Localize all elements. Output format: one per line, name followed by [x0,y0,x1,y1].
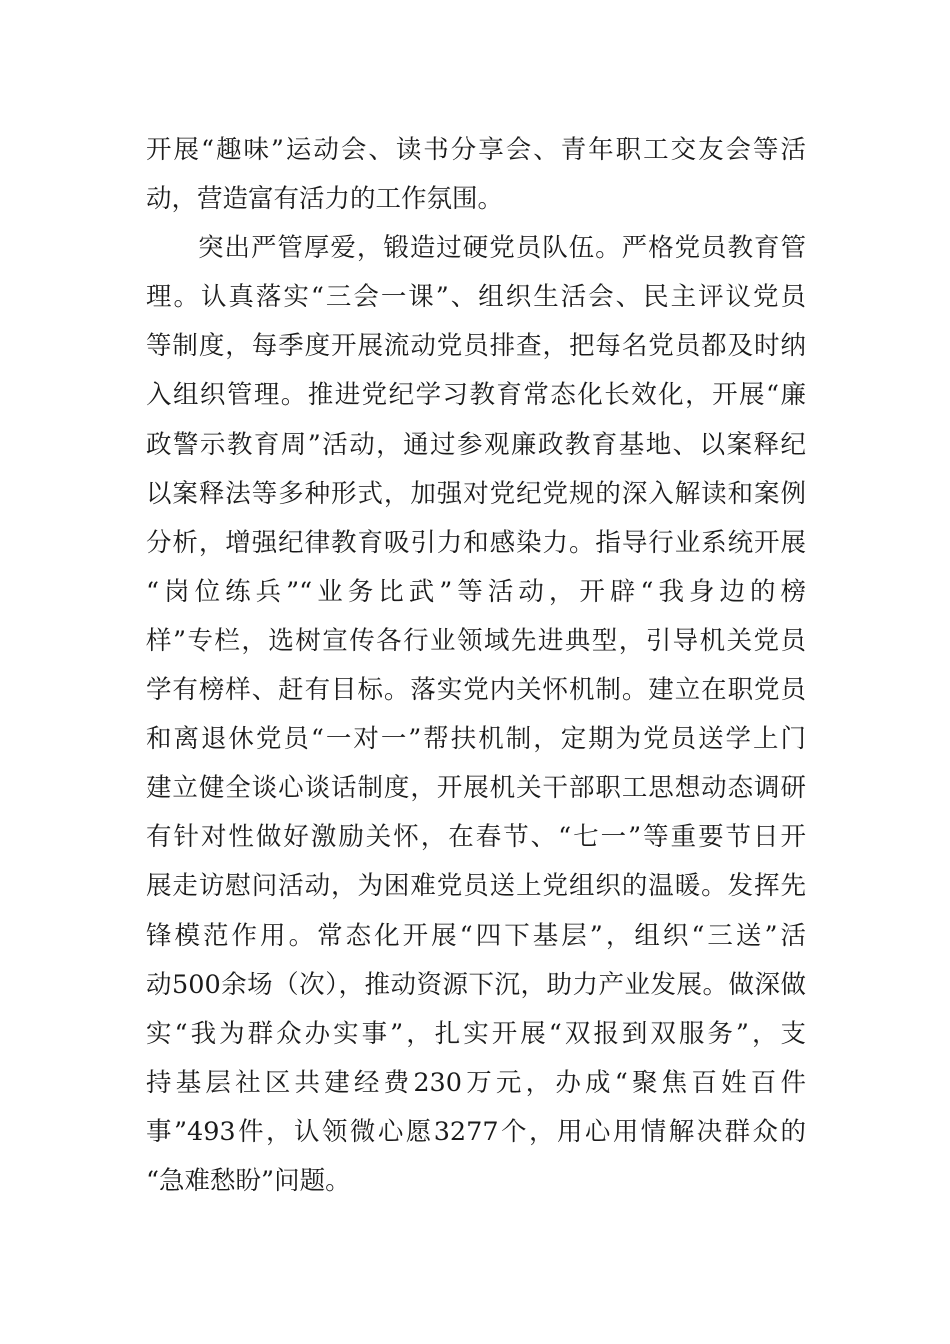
text-line: 和离退休党员“一对一”帮扶机制，定期为党员送学上门 [146,724,806,755]
text-line: 理。认真落实“三会一课”、组织生活会、民主评议党员 [146,282,806,313]
text-line: 动，营造富有活力的工作氛围。 [146,184,504,215]
text-line: 突出严管厚爱，锻造过硬党员队伍。严格党员教育管 [198,233,806,264]
text-line: 动500余场（次），推动资源下沉，助力产业发展。做深做 [146,969,806,1000]
text-line: 建立健全谈心谈话制度，开展机关干部职工思想动态调研 [146,773,806,804]
text-line: “岗位练兵”“业务比武”等活动，开辟“我身边的榜 [146,576,806,607]
text-line: 开展“趣味”运动会、读书分享会、青年职工交友会等活 [146,135,806,165]
text-line: 分析，增强纪律教育吸引力和感染力。指导行业系统开展 [146,527,806,558]
text-line: 样”专栏，选树宣传各行业领域先进典型，引导机关党员 [146,625,806,656]
body-text [146,126,806,1206]
text-line: 事”493件，认领微心愿3277个，用心用情解决群众的 [146,1116,806,1147]
text-line: 实“我为群众办实事”，扎实开展“双报到双服务”，支 [146,1018,806,1049]
text-line: 入组织管理。推进党纪学习教育常态化长效化，开展“廉 [146,380,806,411]
text-line: 有针对性做好激励关怀，在春节、“七一”等重要节日开 [146,822,806,853]
text-line: 展走访慰问活动，为困难党员送上党组织的温暖。发挥先 [146,871,806,902]
text-line: 锋模范作用。常态化开展“四下基层”，组织“三送”活 [146,920,806,951]
text-line: 学有榜样、赶有目标。落实党内关怀机制。建立在职党员 [146,675,806,706]
text-line: “急难愁盼”问题。 [146,1165,351,1196]
text-line: 政警示教育周”活动，通过参观廉政教育基地、以案释纪 [146,429,806,460]
paragraph-1 [146,126,806,224]
text-line: 持基层社区共建经费230万元，办成“聚焦百姓百件 [146,1067,806,1098]
text-line: 以案释法等多种形式，加强对党纪党规的深入解读和案例 [146,478,806,509]
paragraph-2 [146,224,806,1206]
text-line: 等制度，每季度开展流动党员排查，把每名党员都及时纳 [146,331,806,362]
